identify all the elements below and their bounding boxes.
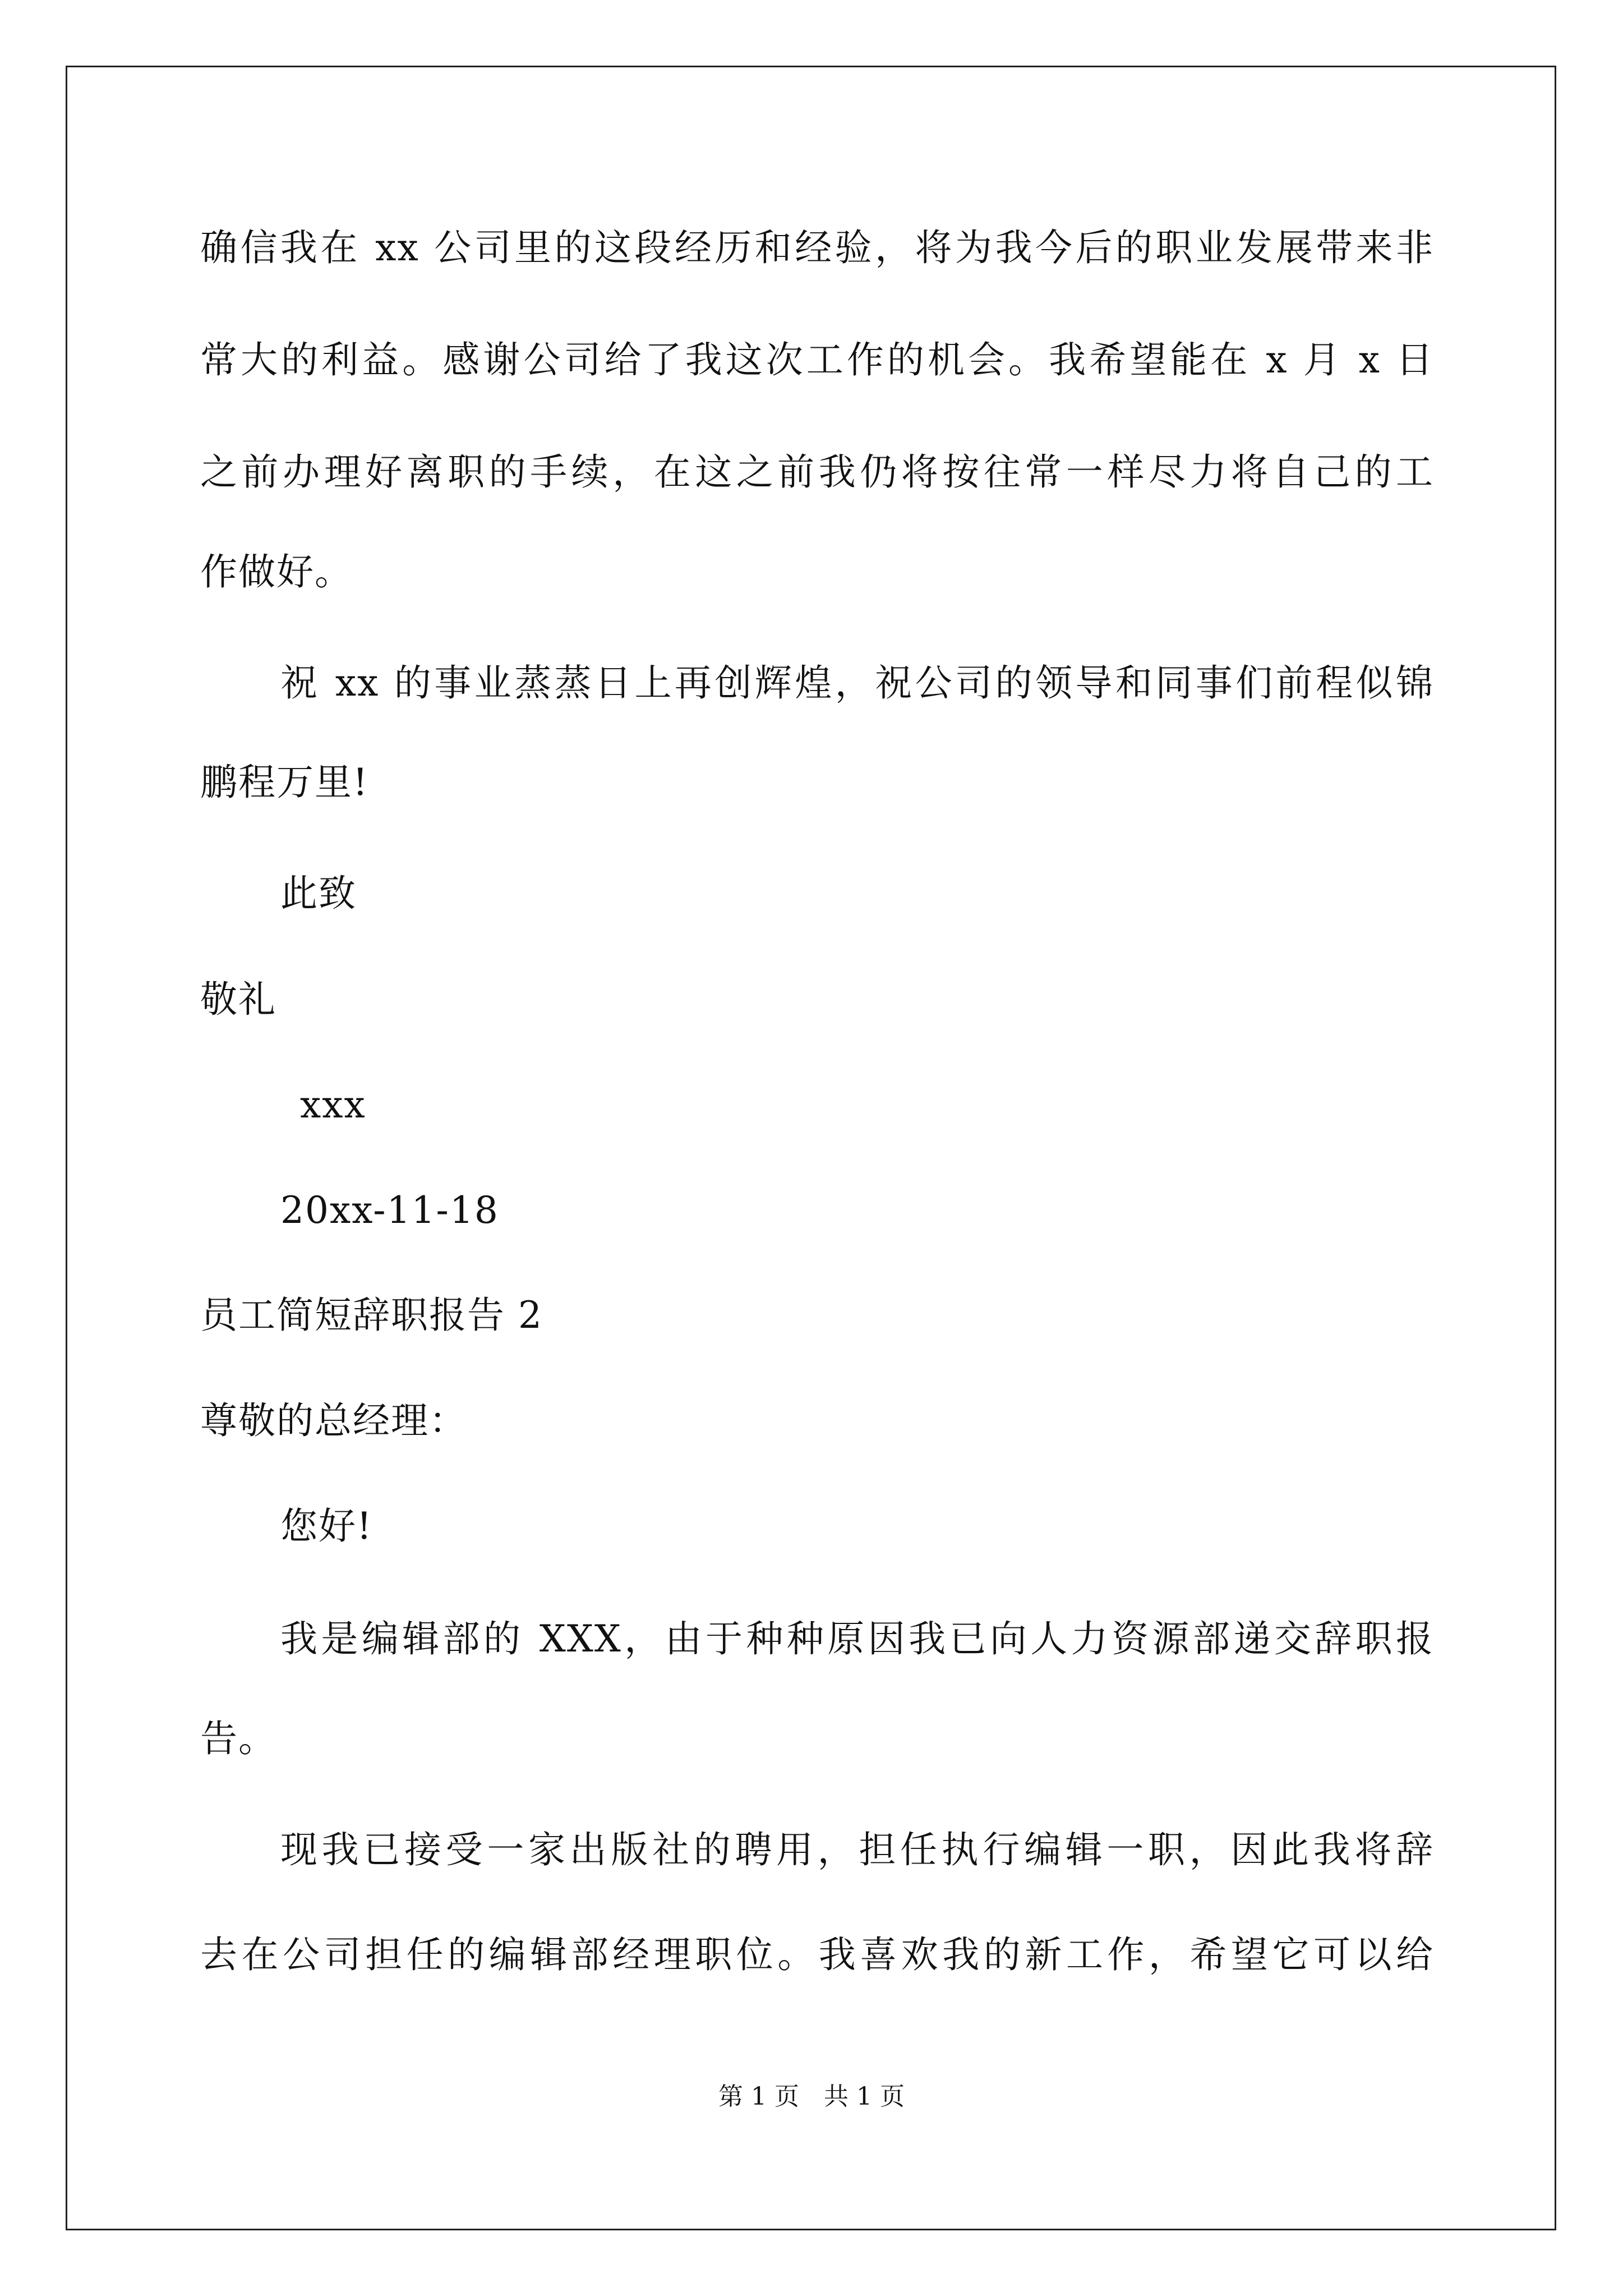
page-border <box>66 66 1556 2230</box>
body-line-2: 常大的利益。感谢公司给了我这次工作的机会。我希望能在 x 月 x 日 <box>200 338 1434 381</box>
letter-greeting: 尊敬的总经理： <box>200 1399 467 1442</box>
body-line-3: 之前办理好离职的手续，在这之前我仍将按往常一样尽力将自己的工 <box>200 450 1434 494</box>
section-heading: 员工简短辞职报告 2 <box>200 1294 543 1337</box>
page-footer: 第 1 页 共 1 页 <box>718 2082 905 2111</box>
body-line-14: 我是编辑部的 XXX，由于种种原因我已向人力资源部递交辞职报 <box>280 1617 1434 1660</box>
body-line-15: 告。 <box>200 1717 276 1760</box>
body-line-6: 鹏程万里! <box>200 761 369 804</box>
letter-hello: 您好! <box>280 1504 373 1548</box>
signature-date: 20xx-11-18 <box>280 1189 499 1232</box>
closing-regards: 敬礼 <box>200 978 276 1021</box>
body-line-5: 祝 xx 的事业蒸蒸日上再创辉煌，祝公司的领导和同事们前程似锦 <box>280 661 1434 705</box>
body-line-4: 作做好。 <box>200 550 353 593</box>
body-line-1: 确信我在 xx 公司里的这段经历和经验，将为我今后的职业发展带来非 <box>200 226 1434 269</box>
signature-name: xxx <box>300 1083 366 1126</box>
body-line-16: 现我已接受一家出版社的聘用，担任执行编辑一职，因此我将辞 <box>280 1828 1434 1871</box>
body-line-17: 去在公司担任的编辑部经理职位。我喜欢我的新工作，希望它可以给 <box>200 1933 1434 1976</box>
closing-salutation: 此致 <box>280 872 357 915</box>
